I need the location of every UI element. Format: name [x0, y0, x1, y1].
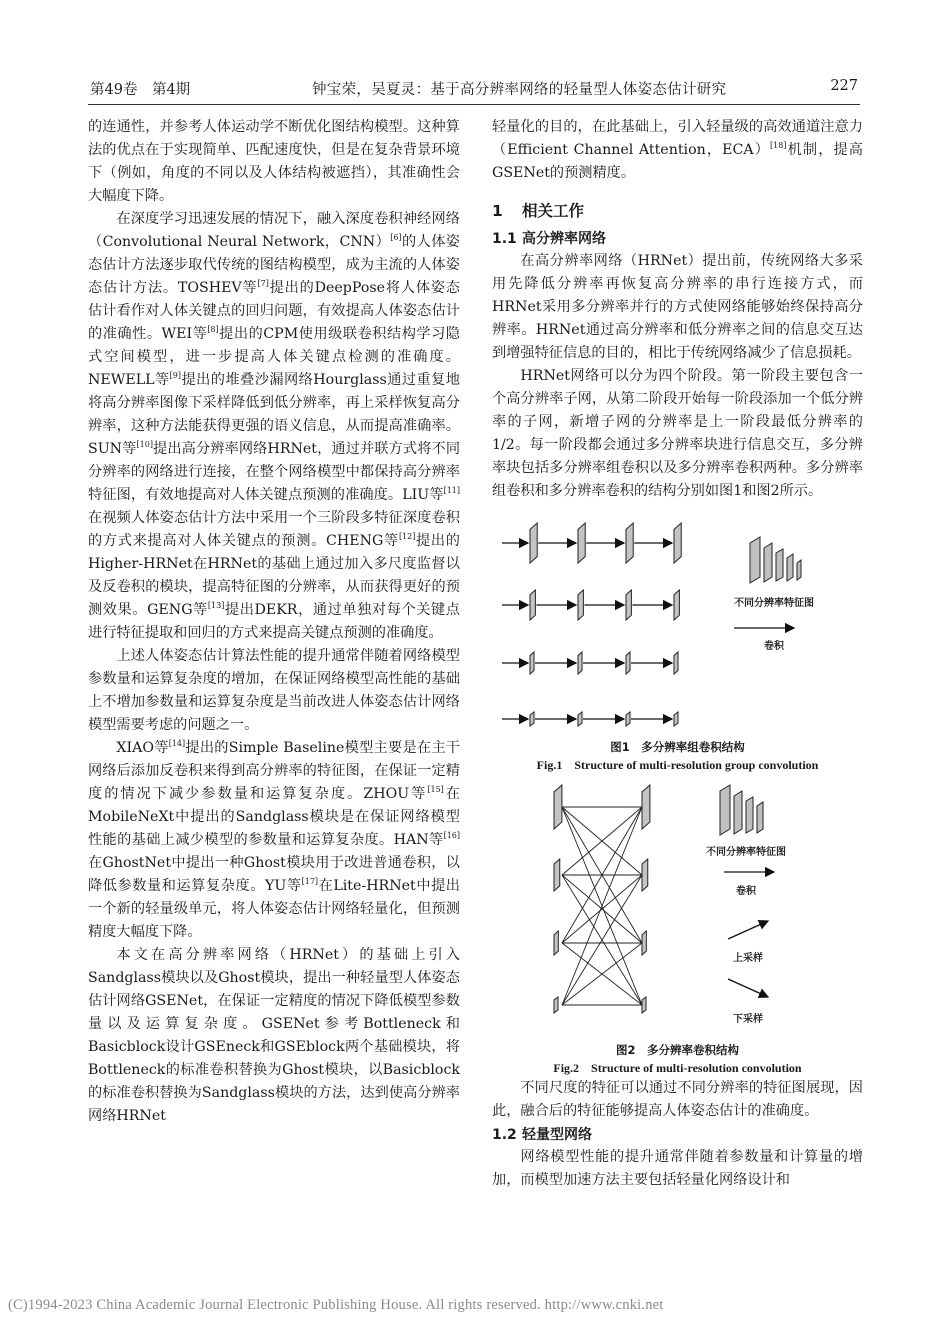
feature-map: [674, 712, 678, 726]
legend-feature-maps-icon: [750, 537, 801, 583]
figure-2-caption-en: Fig.2 Structure of multi-resolution convolution: [553, 1061, 802, 1075]
legend-downsample-arrow-icon: [728, 979, 768, 997]
feature-map: [578, 652, 582, 674]
feature-map: [578, 523, 585, 563]
page-number: 227: [830, 78, 858, 94]
citation[interactable]: [7]: [257, 279, 269, 288]
paragraph: 轻量化的目的，在此基础上，引入轻量级的高效通道注意力（Efficient Channel Attention，ECA）[18]机制，提高GSENet的预测精度。: [492, 119, 863, 181]
feature-map: [674, 652, 678, 674]
paragraph: 在深度学习迅速发展的情况下，融入深度卷积神经网络（Convolutional Neural Network，CNN）[6]的人体姿态估计方法逐步取代传统的图结构模型，成为主流的人体姿态估计方法。TOSHEV等[7]提出的DeepPose将人体姿态估计看作对人体关键点的回归问题，有效提高人体姿态估计的准确性。WEI等[8]提出的CPM使用级联卷积结构学习隐式空间模型，进一步提高人体关键点检测的准确度。NEWELL等[9]提出的堆叠沙漏网络Hourglass通过重复地将高分辨率图像下采样降低到低分辨率，再上采样恢复高分辨率，这种方法能获得更强的语义信息，从而提高准确率。SUN等[10]提出高分辨率网络HRNet，通过并联方式将不同分辨率的网络进行连接，在整个网络模型中都保持高分辨率特征图，有效地提高对人体关键点预测的准确度。LIU等[11]在视频人体姿态估计方法中采用一个三阶段多特征深度卷积的方式来提高对人体关键点的预测。CHENG等[12]提出的Higher-HRNet在HRNet的基础上通过加入多尺度监督以及反卷积的模块，提高特征图的分辨率，从而获得更好的预测效果。GENG等[13]提出DEKR，通过单独对每个关键点进行特征提取和回归的方式来提高关键点预测的准确度。: [88, 211, 461, 641]
feature-map: [530, 712, 534, 726]
right-column: [492, 116, 863, 1192]
citation[interactable]: [16]: [443, 831, 460, 840]
citation[interactable]: [11]: [443, 486, 460, 495]
legend-upsample-label: 上采样: [733, 953, 763, 964]
multi-resolution-conv-diagram: [492, 779, 863, 1041]
legend-feature-maps-label: 不同分辨率特征图: [706, 847, 786, 858]
volume-issue: 第49卷 第4期: [90, 82, 191, 98]
figure-1-caption-zh: 图1 多分辨率组卷积结构: [610, 740, 745, 754]
feature-map: [578, 590, 583, 620]
feature-map: [626, 590, 631, 620]
feature-map: [626, 523, 633, 563]
paragraph: 上述人体姿态估计算法性能的提升通常伴随着网络模型参数量和运算复杂度的增加，在保证网络模型高性能的基础上不增加参数量和运算复杂度是当前改进人体姿态估计网络模型需要考虑的问题之一。: [88, 648, 460, 733]
figure-1: [492, 513, 863, 775]
citation[interactable]: [6]: [390, 233, 402, 242]
feature-map: [674, 590, 679, 620]
output-feature-map: [642, 931, 646, 955]
input-feature-map: [554, 997, 558, 1013]
paragraph: XIAO等[14]提出的Simple Baseline模型主要是在主干网络后添加反卷积来得到高分辨率的特征图，在保证一定精度的情况下减少参数量和运算复杂度。ZHOU等[15]在MobileNeXt中提出的Sandglass模块是在保证网络模型性能的基础上减少模型的参数量和运算复杂度。HAN等[16]在GhostNet中提出一种Ghost模块用于改进普通卷积，以降低参数量和运算复杂度。YU等[17]在Lite-HRNet中提出一个新的轻量级单元，将人体姿态估计网络轻量化，但预测精度大幅度下降。: [88, 739, 460, 940]
legend-upsample-arrow-icon: [728, 921, 768, 939]
feature-map: [530, 590, 535, 620]
feature-map: [674, 523, 681, 563]
subsection-heading: 1.1 高分辨率网络: [492, 231, 606, 247]
legend-downsample-label: 下采样: [733, 1014, 763, 1025]
legend-feature-maps-label: 不同分辨率特征图: [734, 598, 814, 609]
paragraph: 网络模型性能的提升通常伴随着参数量和计算量的增加，而模型加速方法主要包括轻量化网络设计和: [492, 1149, 863, 1188]
output-feature-map: [642, 785, 650, 829]
citation[interactable]: [13]: [207, 601, 225, 610]
legend-conv-label: 卷积: [736, 886, 756, 897]
paragraph: 在高分辨率网络（HRNet）提出前，传统网络大多采用先降低分辨率再恢复高分辨率的串行连接方式，而HRNet采用多分辨率并行的方式使网络能够始终保持高分辨率。HRNet通过高分辨率和低分辨率之间的信息交互达到增强特征信息的目的，相比于传统网络减少了信息损耗。: [492, 253, 863, 361]
citation[interactable]: [8]: [207, 325, 219, 334]
running-title: 钟宝荣，吴夏灵：基于高分辨率网络的轻量型人体姿态估计研究: [312, 82, 727, 98]
paragraph: HRNet网络可以分为四个阶段。第一阶段主要包含一个高分辨率子网，从第二阶段开始每一阶段添加一个低分辨率的子网，新增子网的分辨率是上一阶段最低分辨率的1/2。每一阶段都会通过多分辨率块进行信息交互，多分辨率块包括多分辨率组卷积以及多分辨率卷积两种。多分辨率组卷积和多分辨率卷积的结构分别如图1和图2所示。: [492, 368, 863, 499]
figure-1-caption-en: Fig.1 Structure of multi-resolution group convolution: [536, 758, 819, 772]
input-feature-map: [554, 785, 562, 829]
citation[interactable]: [12]: [398, 532, 416, 541]
output-feature-map: [642, 859, 648, 891]
section-heading: 1 相关工作: [492, 202, 585, 220]
citation[interactable]: [15]: [427, 785, 444, 794]
paragraph: 的连通性，并参考人体运动学不断优化图结构模型。这种算法的优点在于实现简单、匹配速度快，但是在复杂背景环境下（例如，角度的不同以及人体结构被遮挡），其准确性会大幅度下降。: [88, 119, 460, 204]
paragraph: 本文在高分辨率网络（HRNet）的基础上引入Sandglass模块以及Ghost模块，提出一种轻量型人体姿态估计网络GSENet，在保证一定精度的情况下降低模型参数量以及运算复杂度。GSENet参考Bottleneck和Basicblock设计GSEneck和GSEblock两个基础模块，将Bottleneck的标准卷积替换为Ghost模块，以Basicblock的标准卷积替换为Sandglass模块的方法，达到使高分辨率网络HRNet: [88, 947, 460, 1124]
subsection-heading: 1.2 轻量型网络: [492, 1127, 592, 1143]
multi-resolution-group-conv-diagram: [492, 513, 863, 738]
feature-map: [626, 712, 630, 726]
feature-map: [530, 523, 537, 563]
figure-2: [492, 779, 863, 1077]
feature-map: [578, 712, 582, 726]
figure-2-caption-zh: 图2 多分辨率卷积结构: [615, 1043, 739, 1057]
left-column: [88, 116, 460, 1128]
citation[interactable]: [14]: [168, 739, 186, 748]
paragraph: 不同尺度的特征可以通过不同分辨率的特征图展现，因此，融合后的特征能够提高人体姿态估计的准确度。: [492, 1080, 863, 1119]
input-feature-map: [554, 931, 558, 955]
citation[interactable]: [17]: [301, 877, 319, 886]
citation[interactable]: [18]: [770, 141, 787, 150]
citation[interactable]: [9]: [169, 371, 182, 380]
copyright-footer: (C)1994-2023 China Academic Journal Electronic Publishing House. All rights reserved. http://www.cnki.net: [8, 1297, 664, 1313]
legend-conv-label: 卷积: [764, 641, 784, 652]
feature-map: [626, 652, 630, 674]
output-feature-map: [642, 997, 646, 1013]
feature-map: [530, 652, 534, 674]
running-header: [90, 78, 858, 100]
legend-feature-maps-icon: [720, 785, 763, 835]
citation[interactable]: [10]: [136, 440, 153, 449]
header-rule: [88, 104, 860, 105]
input-feature-map: [554, 859, 560, 891]
